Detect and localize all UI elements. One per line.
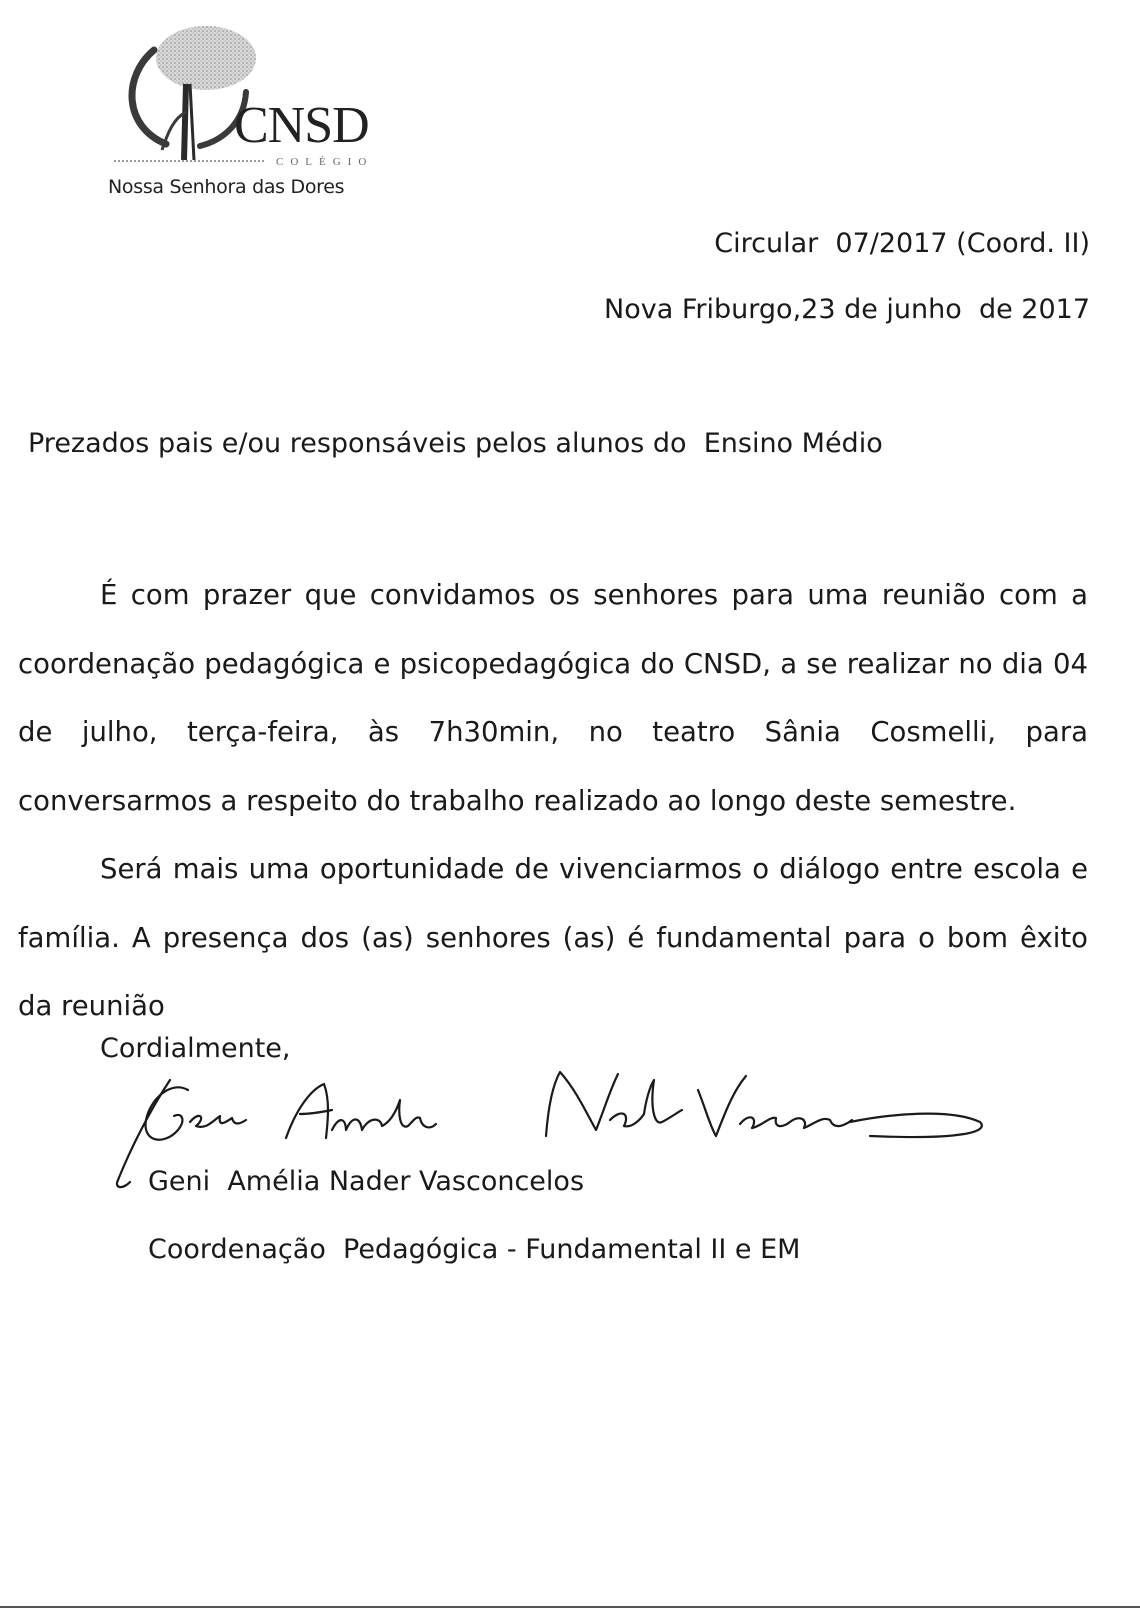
letter-date: Nova Friburgo,23 de junho de 2017 [604, 294, 1090, 325]
logo-abbreviation: CNSD [234, 97, 369, 154]
closing: Cordialmente, [100, 1033, 291, 1064]
page-bottom-rule [0, 1606, 1140, 1608]
salutation: Prezados pais e/ou responsáveis pelos alunos do Ensino Médio [28, 428, 883, 459]
letter-body [18, 561, 1088, 1041]
body-paragraph-2: Será mais uma oportunidade de vivenciarmos o diálogo entre escola e família. A presença dos (as) senhores (as) é fundamental para o bom êxito da reunião [18, 853, 1088, 1022]
signer-role: Coordenação Pedagógica - Fundamental II e EM [148, 1234, 801, 1265]
logo-divider [114, 160, 264, 164]
body-paragraph-1: É com prazer que convidamos os senhores para uma reunião com a coordenação pedagógica e psicopedagógica do CNSD, a se realizar no dia 04 de julho, terça-feira, às 7h30min, no teatro Sânia Cosmelli, para conversarmos a respeito do trabalho realizado ao longo deste semestre. [18, 579, 1088, 817]
signer-name: Geni Amélia Nader Vasconcelos [148, 1166, 585, 1197]
logo-subtitle: COLÉGIO [276, 156, 374, 168]
logo-school-name: Nossa Senhora das Dores [108, 176, 345, 198]
circular-number: Circular 07/2017 (Coord. II) [714, 228, 1090, 259]
school-logo [100, 22, 400, 212]
